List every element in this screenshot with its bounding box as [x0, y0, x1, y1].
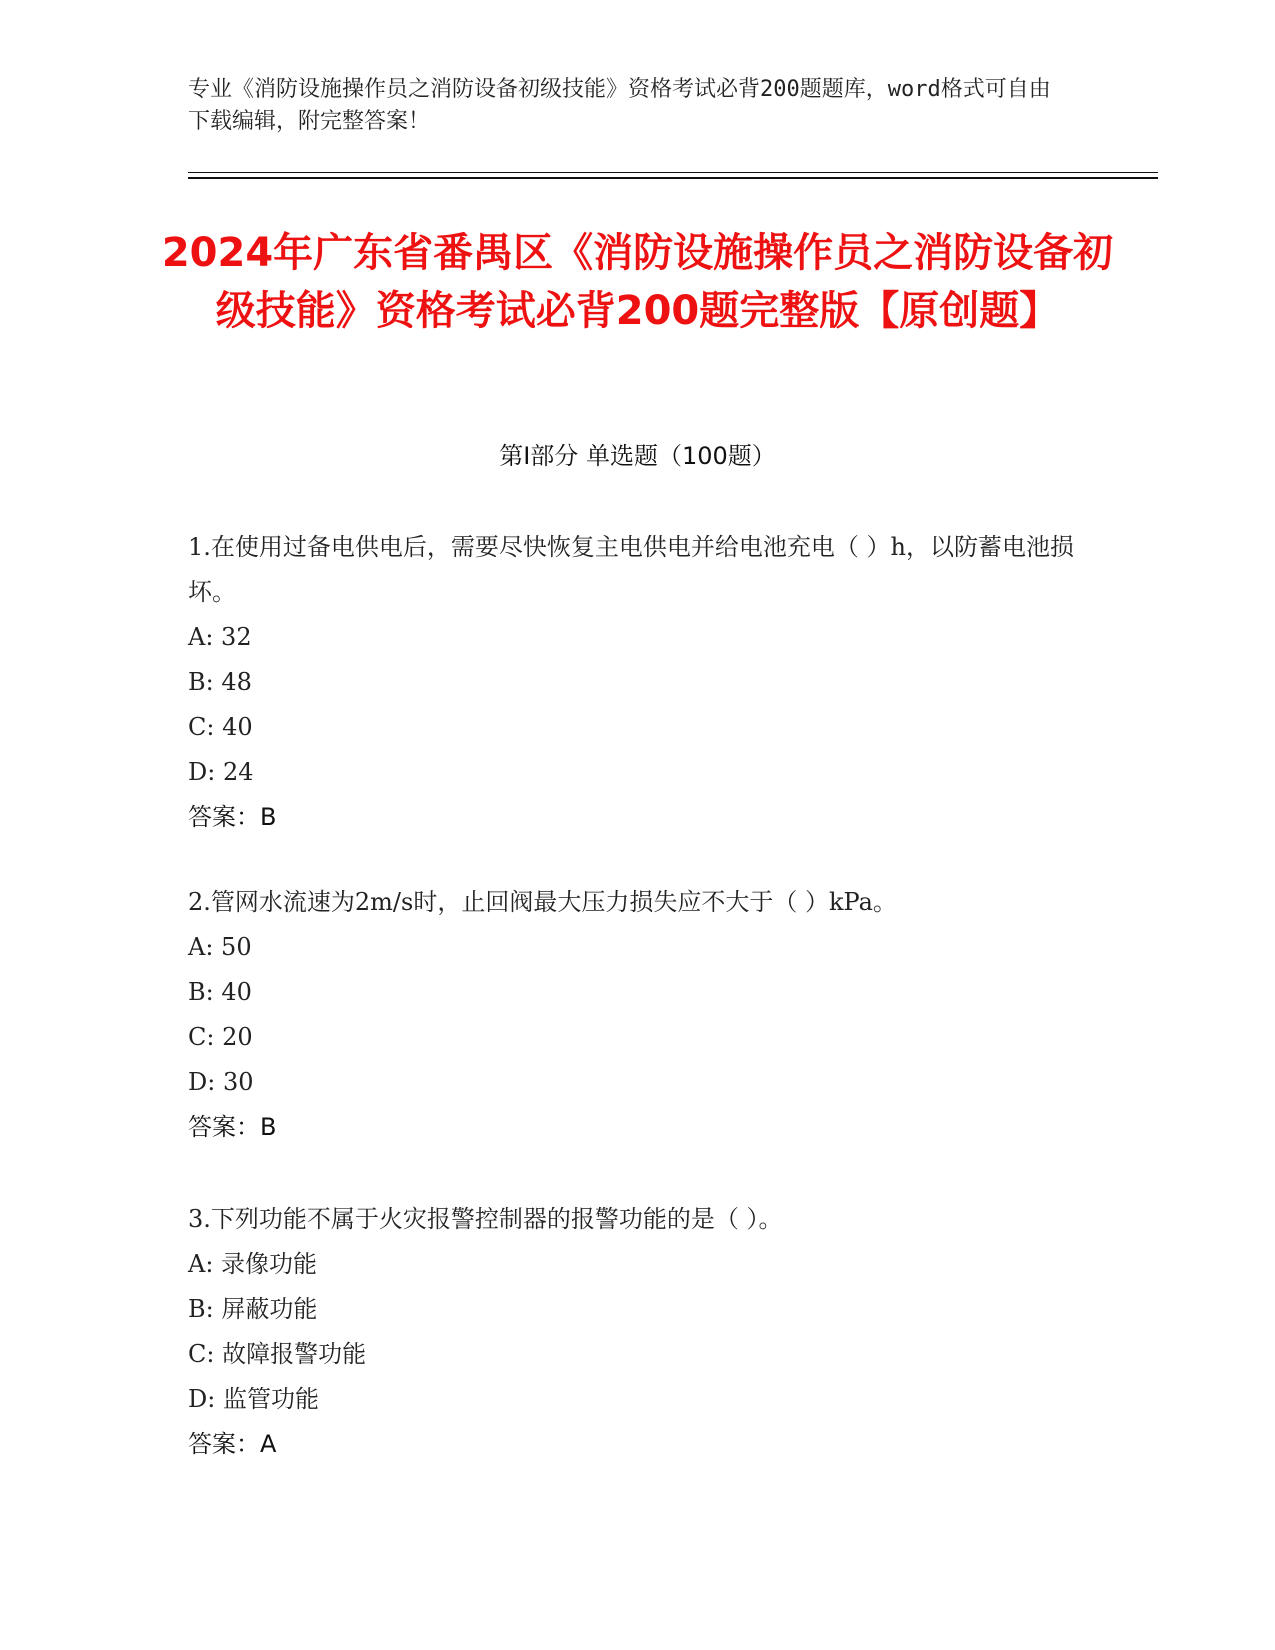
option-a: A: 32: [188, 623, 252, 651]
header-divider-bottom: [188, 177, 1158, 179]
option-b: B: 40: [188, 978, 252, 1006]
header-divider-top: [188, 172, 1158, 173]
question-3: [188, 1197, 1088, 1467]
question-stem: 1.在使用过备电供电后，需要尽快恢复主电供电并给电池充电（ ）h，以防蓄电池损坏。: [188, 533, 1074, 606]
option-d: D: 24: [188, 758, 254, 786]
option-a: A: 50: [188, 933, 252, 961]
option-d: D: 监管功能: [188, 1385, 319, 1413]
answer: 答案：B: [188, 803, 277, 831]
answer: 答案：B: [188, 1113, 277, 1141]
answer: 答案：A: [188, 1430, 277, 1458]
question-1: [188, 525, 1088, 840]
intro-text: 专业《消防设施操作员之消防设备初级技能》资格考试必背200题题库，word格式可自由下载编辑，附完整答案！: [188, 77, 1051, 134]
option-b: B: 48: [188, 668, 252, 696]
document-title: 2024年广东省番禺区《消防设施操作员之消防设备初级技能》资格考试必背200题完整版【原创题】: [161, 230, 1114, 334]
question-stem: 3.下列功能不属于火灾报警控制器的报警功能的是（ ）。: [188, 1205, 783, 1233]
option-c: C: 20: [188, 1023, 253, 1051]
option-b: B: 屏蔽功能: [188, 1295, 318, 1323]
section-title: 第I部分 单选题（100题）: [499, 442, 776, 470]
question-2: [188, 880, 1088, 1150]
option-d: D: 30: [188, 1068, 254, 1096]
option-a: A: 录像功能: [188, 1250, 318, 1278]
option-c: C: 故障报警功能: [188, 1340, 367, 1368]
question-stem: 2.管网水流速为2m/s时，止回阀最大压力损失应不大于（ ）kPa。: [188, 888, 897, 916]
option-c: C: 40: [188, 713, 253, 741]
